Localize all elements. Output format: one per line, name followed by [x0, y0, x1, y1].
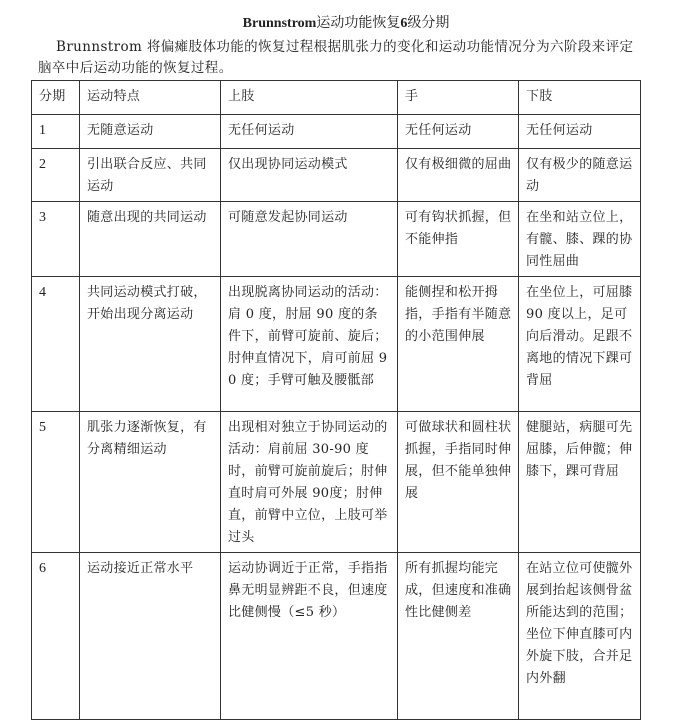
cell-upper-limb: 运动协调近于正常，手指指鼻无明显辨距不良，但速度比健侧慢（≤5 秒）: [221, 553, 398, 720]
cell-lower-limb: 在坐和站立位上，有髋、膝、踝的协同性屈曲: [519, 202, 641, 277]
header-stage: 分期: [32, 81, 80, 115]
cell-stage: 3: [32, 202, 80, 277]
table-header-row: [32, 81, 641, 115]
cell-upper-limb: 出现相对独立于协同运动的活动：肩前屈 30-90 度时，前臂可旋前旋后；肘伸直时肩可外展 90度；肘伸直，前臂中立位，上肢可举过头: [221, 412, 398, 553]
cell-stage: 2: [32, 149, 80, 202]
cell-lower-limb: 无任何运动: [519, 115, 641, 149]
table-row: [32, 202, 641, 277]
cell-upper-limb: 可随意发起协同运动: [221, 202, 398, 277]
title-chinese: 运动功能恢复: [316, 15, 401, 31]
title-number: 6: [400, 16, 408, 31]
title-suffix: 级分期: [407, 15, 450, 31]
cell-hand: 可做球状和圆柱状抓握，手指同时伸展，但不能单独伸展: [398, 412, 519, 553]
cell-motion: 随意出现的共同运动: [80, 202, 221, 277]
header-motion: 运动特点: [80, 81, 221, 115]
cell-upper-limb: 无任何运动: [221, 115, 398, 149]
table-row: [32, 149, 641, 202]
table-row: [32, 115, 641, 149]
intro-paragraph: Brunnstrom 将偏瘫肢体功能的恢复过程根据肌张力的变化和运动功能情况分为六阶段来评定脑卒中后运动功能的恢复过程。: [38, 39, 634, 76]
cell-stage: 5: [32, 412, 80, 553]
cell-lower-limb: 在坐位上，可屈膝 90 度以上，足可向后滑动。足跟不离地的情况下踝可背屈: [519, 277, 641, 412]
cell-motion: 共同运动模式打破，开始出现分离运动: [80, 277, 221, 412]
title-latin: Brunnstrom: [242, 16, 317, 31]
cell-hand: 无任何运动: [398, 115, 519, 149]
cell-motion: 无随意运动: [80, 115, 221, 149]
table-row: [32, 553, 641, 720]
cell-lower-limb: 健腿站，病腿可先屈膝，后伸髋；伸膝下，踝可背屈: [519, 412, 641, 553]
cell-hand: 所有抓握均能完成，但速度和准确性比健侧差: [398, 553, 519, 720]
header-upper-limb: 上肢: [221, 81, 398, 115]
cell-hand: 能侧捏和松开拇指，手指有半随意的小范围伸展: [398, 277, 519, 412]
cell-stage: 1: [32, 115, 80, 149]
table-row: [32, 277, 641, 412]
cell-hand: 可有钩状抓握，但不能伸指: [398, 202, 519, 277]
cell-stage: 6: [32, 553, 80, 720]
cell-lower-limb: 在站立位可使髋外展到抬起该侧骨盆所能达到的范围；坐位下伸直膝可内外旋下肢，合并足内外翻: [519, 553, 641, 720]
cell-motion: 肌张力逐渐恢复，有分离精细运动: [80, 412, 221, 553]
cell-hand: 仅有极细微的屈曲: [398, 149, 519, 202]
cell-stage: 4: [32, 277, 80, 412]
cell-motion: 运动接近正常水平: [80, 553, 221, 720]
cell-motion: 引出联合反应、共同运动: [80, 149, 221, 202]
document-title: [0, 13, 692, 34]
stage-table: [31, 80, 641, 720]
cell-upper-limb: 仅出现协同运动模式: [221, 149, 398, 202]
header-hand: 手: [398, 81, 519, 115]
cell-lower-limb: 仅有极少的随意运动: [519, 149, 641, 202]
header-lower-limb: 下肢: [519, 81, 641, 115]
cell-upper-limb: 出现脱离协同运动的活动：肩 0 度，肘屈 90 度的条件下，前臂可旋前、旋后；肘伸直情况下，肩可前屈 90 度；手臂可触及腰骶部: [221, 277, 398, 412]
table-row: [32, 412, 641, 553]
